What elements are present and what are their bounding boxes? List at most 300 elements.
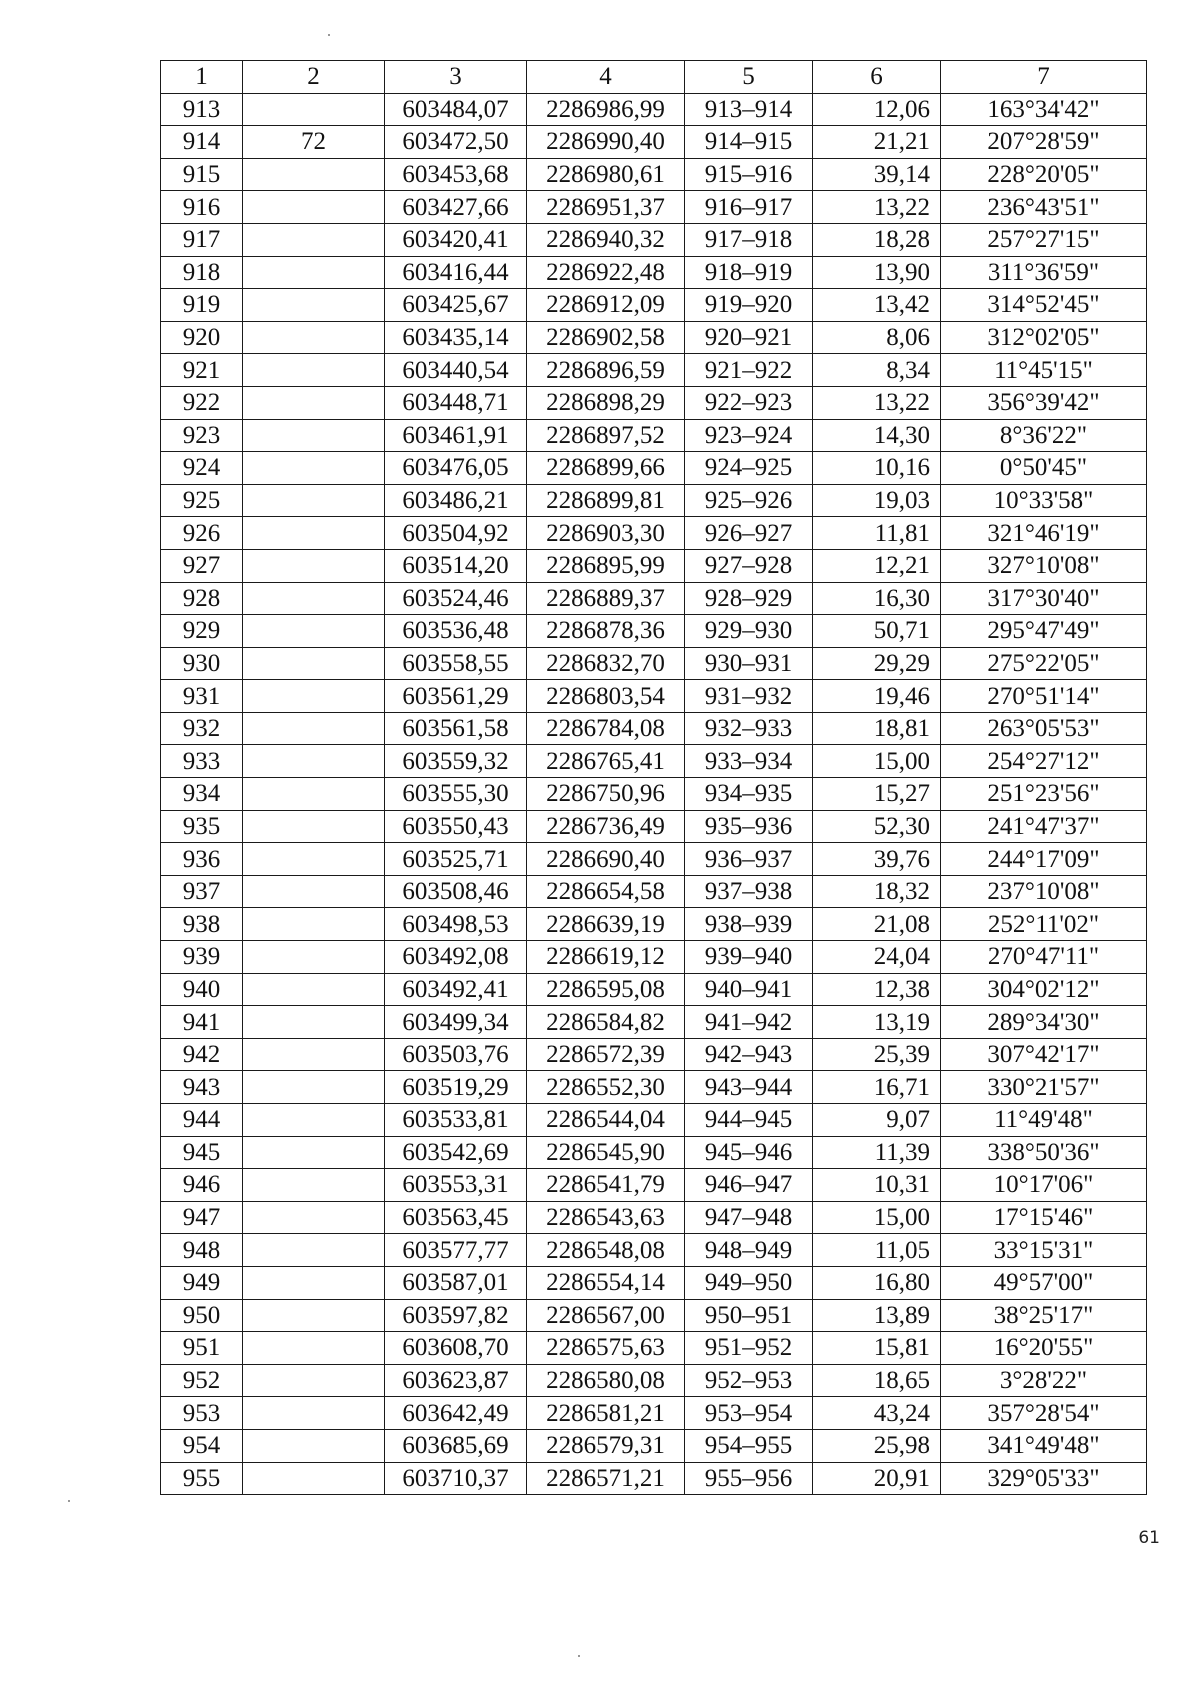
cell-segment: 913–914 [685, 93, 813, 126]
cell-parcel-number [243, 549, 385, 582]
cell-distance: 52,30 [813, 810, 941, 843]
cell-bearing: 356°39'42" [941, 386, 1147, 419]
column-header-5: 5 [685, 61, 813, 94]
cell-x-coordinate: 603642,49 [385, 1397, 527, 1430]
cell-bearing: 237°10'08" [941, 875, 1147, 908]
cell-point-number: 942 [161, 1038, 243, 1071]
cell-parcel-number [243, 191, 385, 224]
cell-x-coordinate: 603608,70 [385, 1332, 527, 1365]
cell-distance: 11,39 [813, 1136, 941, 1169]
cell-segment: 926–927 [685, 517, 813, 550]
cell-segment: 914–915 [685, 126, 813, 159]
table-row [161, 321, 1147, 354]
cell-x-coordinate: 603587,01 [385, 1266, 527, 1299]
cell-point-number: 915 [161, 158, 243, 191]
cell-bearing: 49°57'00" [941, 1266, 1147, 1299]
cell-y-coordinate: 2286541,79 [527, 1169, 685, 1202]
cell-x-coordinate: 603503,76 [385, 1038, 527, 1071]
cell-x-coordinate: 603514,20 [385, 549, 527, 582]
cell-distance: 8,34 [813, 354, 941, 387]
cell-segment: 918–919 [685, 256, 813, 289]
cell-y-coordinate: 2286543,63 [527, 1201, 685, 1234]
cell-bearing: 11°45'15" [941, 354, 1147, 387]
cell-point-number: 914 [161, 126, 243, 159]
cell-x-coordinate: 603559,32 [385, 745, 527, 778]
cell-bearing: 295°47'49" [941, 615, 1147, 648]
cell-point-number: 955 [161, 1462, 243, 1495]
cell-bearing: 228°20'05" [941, 158, 1147, 191]
cell-segment: 938–939 [685, 908, 813, 941]
cell-distance: 15,27 [813, 778, 941, 811]
cell-segment: 928–929 [685, 582, 813, 615]
cell-parcel-number: 72 [243, 126, 385, 159]
cell-parcel-number [243, 1234, 385, 1267]
cell-x-coordinate: 603486,21 [385, 484, 527, 517]
cell-point-number: 951 [161, 1332, 243, 1365]
cell-bearing: 11°49'48" [941, 1104, 1147, 1137]
cell-parcel-number [243, 354, 385, 387]
cell-point-number: 913 [161, 93, 243, 126]
cell-x-coordinate: 603533,81 [385, 1104, 527, 1137]
table-row [161, 354, 1147, 387]
cell-y-coordinate: 2286736,49 [527, 810, 685, 843]
cell-segment: 935–936 [685, 810, 813, 843]
cell-bearing: 33°15'31" [941, 1234, 1147, 1267]
cell-point-number: 949 [161, 1266, 243, 1299]
cell-y-coordinate: 2286639,19 [527, 908, 685, 941]
cell-y-coordinate: 2286654,58 [527, 875, 685, 908]
table-row [161, 941, 1147, 974]
cell-y-coordinate: 2286545,90 [527, 1136, 685, 1169]
cell-distance: 50,71 [813, 615, 941, 648]
cell-bearing: 257°27'15" [941, 223, 1147, 256]
cell-point-number: 922 [161, 386, 243, 419]
cell-segment: 932–933 [685, 712, 813, 745]
cell-x-coordinate: 603685,69 [385, 1429, 527, 1462]
cell-segment: 930–931 [685, 647, 813, 680]
cell-distance: 18,32 [813, 875, 941, 908]
table-row [161, 126, 1147, 159]
table-row [161, 1169, 1147, 1202]
cell-segment: 950–951 [685, 1299, 813, 1332]
cell-distance: 16,30 [813, 582, 941, 615]
cell-point-number: 932 [161, 712, 243, 745]
cell-segment: 951–952 [685, 1332, 813, 1365]
cell-distance: 13,22 [813, 191, 941, 224]
cell-x-coordinate: 603484,07 [385, 93, 527, 126]
column-header-7: 7 [941, 61, 1147, 94]
cell-segment: 915–916 [685, 158, 813, 191]
cell-x-coordinate: 603492,41 [385, 973, 527, 1006]
cell-point-number: 944 [161, 1104, 243, 1137]
cell-parcel-number [243, 680, 385, 713]
cell-bearing: 17°15'46" [941, 1201, 1147, 1234]
cell-bearing: 244°17'09" [941, 843, 1147, 876]
table-row [161, 1234, 1147, 1267]
cell-point-number: 946 [161, 1169, 243, 1202]
table-row [161, 680, 1147, 713]
cell-distance: 13,19 [813, 1006, 941, 1039]
table-row [161, 452, 1147, 485]
cell-segment: 939–940 [685, 941, 813, 974]
cell-segment: 919–920 [685, 289, 813, 322]
cell-segment: 924–925 [685, 452, 813, 485]
cell-segment: 920–921 [685, 321, 813, 354]
cell-parcel-number [243, 745, 385, 778]
cell-x-coordinate: 603536,48 [385, 615, 527, 648]
cell-distance: 25,39 [813, 1038, 941, 1071]
cell-distance: 39,14 [813, 158, 941, 191]
cell-y-coordinate: 2286580,08 [527, 1364, 685, 1397]
cell-distance: 12,38 [813, 973, 941, 1006]
cell-point-number: 940 [161, 973, 243, 1006]
cell-parcel-number [243, 941, 385, 974]
cell-x-coordinate: 603461,91 [385, 419, 527, 452]
cell-x-coordinate: 603453,68 [385, 158, 527, 191]
cell-point-number: 923 [161, 419, 243, 452]
cell-parcel-number [243, 582, 385, 615]
cell-distance: 24,04 [813, 941, 941, 974]
cell-x-coordinate: 603558,55 [385, 647, 527, 680]
cell-bearing: 10°33'58" [941, 484, 1147, 517]
column-header-2: 2 [243, 61, 385, 94]
cell-bearing: 254°27'12" [941, 745, 1147, 778]
cell-point-number: 933 [161, 745, 243, 778]
coordinates-table [160, 60, 1147, 1495]
cell-segment: 949–950 [685, 1266, 813, 1299]
cell-distance: 16,80 [813, 1266, 941, 1299]
cell-point-number: 918 [161, 256, 243, 289]
cell-parcel-number [243, 908, 385, 941]
table-row [161, 1462, 1147, 1495]
cell-x-coordinate: 603553,31 [385, 1169, 527, 1202]
cell-bearing: 270°47'11" [941, 941, 1147, 974]
cell-distance: 25,98 [813, 1429, 941, 1462]
cell-bearing: 327°10'08" [941, 549, 1147, 582]
cell-segment: 916–917 [685, 191, 813, 224]
cell-y-coordinate: 2286567,00 [527, 1299, 685, 1332]
cell-point-number: 916 [161, 191, 243, 224]
cell-y-coordinate: 2286579,31 [527, 1429, 685, 1462]
cell-segment: 946–947 [685, 1169, 813, 1202]
cell-distance: 10,16 [813, 452, 941, 485]
cell-bearing: 236°43'51" [941, 191, 1147, 224]
table-row [161, 778, 1147, 811]
cell-distance: 39,76 [813, 843, 941, 876]
cell-point-number: 928 [161, 582, 243, 615]
cell-distance: 15,00 [813, 1201, 941, 1234]
cell-point-number: 938 [161, 908, 243, 941]
cell-parcel-number [243, 289, 385, 322]
cell-y-coordinate: 2286896,59 [527, 354, 685, 387]
cell-y-coordinate: 2286895,99 [527, 549, 685, 582]
cell-y-coordinate: 2286899,81 [527, 484, 685, 517]
cell-parcel-number [243, 484, 385, 517]
table-row [161, 223, 1147, 256]
table-row [161, 1104, 1147, 1137]
cell-point-number: 929 [161, 615, 243, 648]
cell-y-coordinate: 2286889,37 [527, 582, 685, 615]
cell-segment: 944–945 [685, 1104, 813, 1137]
cell-bearing: 329°05'33" [941, 1462, 1147, 1495]
cell-point-number: 948 [161, 1234, 243, 1267]
cell-y-coordinate: 2286690,40 [527, 843, 685, 876]
cell-distance: 43,24 [813, 1397, 941, 1430]
cell-point-number: 937 [161, 875, 243, 908]
cell-segment: 941–942 [685, 1006, 813, 1039]
cell-distance: 20,91 [813, 1462, 941, 1495]
cell-segment: 929–930 [685, 615, 813, 648]
cell-parcel-number [243, 973, 385, 1006]
cell-bearing: 163°34'42" [941, 93, 1147, 126]
cell-point-number: 924 [161, 452, 243, 485]
cell-bearing: 8°36'22" [941, 419, 1147, 452]
cell-parcel-number [243, 386, 385, 419]
cell-x-coordinate: 603420,41 [385, 223, 527, 256]
cell-point-number: 927 [161, 549, 243, 582]
cell-y-coordinate: 2286878,36 [527, 615, 685, 648]
cell-bearing: 38°25'17" [941, 1299, 1147, 1332]
cell-bearing: 16°20'55" [941, 1332, 1147, 1365]
cell-distance: 29,29 [813, 647, 941, 680]
scan-speck [328, 34, 330, 36]
table-row [161, 745, 1147, 778]
column-header-4: 4 [527, 61, 685, 94]
cell-bearing: 275°22'05" [941, 647, 1147, 680]
cell-point-number: 934 [161, 778, 243, 811]
cell-distance: 8,06 [813, 321, 941, 354]
cell-point-number: 917 [161, 223, 243, 256]
cell-y-coordinate: 2286990,40 [527, 126, 685, 159]
cell-distance: 12,21 [813, 549, 941, 582]
cell-y-coordinate: 2286899,66 [527, 452, 685, 485]
cell-point-number: 930 [161, 647, 243, 680]
table-row [161, 647, 1147, 680]
cell-parcel-number [243, 615, 385, 648]
table-row [161, 582, 1147, 615]
cell-x-coordinate: 603435,14 [385, 321, 527, 354]
cell-bearing: 270°51'14" [941, 680, 1147, 713]
cell-distance: 13,90 [813, 256, 941, 289]
cell-point-number: 919 [161, 289, 243, 322]
cell-parcel-number [243, 1006, 385, 1039]
cell-parcel-number [243, 452, 385, 485]
table-row [161, 1397, 1147, 1430]
cell-bearing: 321°46'19" [941, 517, 1147, 550]
cell-y-coordinate: 2286940,32 [527, 223, 685, 256]
cell-x-coordinate: 603555,30 [385, 778, 527, 811]
column-header-1: 1 [161, 61, 243, 94]
cell-distance: 18,28 [813, 223, 941, 256]
cell-segment: 953–954 [685, 1397, 813, 1430]
cell-segment: 923–924 [685, 419, 813, 452]
cell-parcel-number [243, 1104, 385, 1137]
cell-y-coordinate: 2286575,63 [527, 1332, 685, 1365]
cell-bearing: 251°23'56" [941, 778, 1147, 811]
cell-y-coordinate: 2286986,99 [527, 93, 685, 126]
cell-segment: 936–937 [685, 843, 813, 876]
cell-parcel-number [243, 1332, 385, 1365]
cell-x-coordinate: 603416,44 [385, 256, 527, 289]
cell-parcel-number [243, 1462, 385, 1495]
cell-distance: 21,21 [813, 126, 941, 159]
cell-y-coordinate: 2286951,37 [527, 191, 685, 224]
column-header-3: 3 [385, 61, 527, 94]
cell-x-coordinate: 603561,58 [385, 712, 527, 745]
cell-parcel-number [243, 843, 385, 876]
table-row [161, 1136, 1147, 1169]
cell-distance: 15,81 [813, 1332, 941, 1365]
cell-x-coordinate: 603492,08 [385, 941, 527, 974]
cell-bearing: 3°28'22" [941, 1364, 1147, 1397]
cell-y-coordinate: 2286595,08 [527, 973, 685, 1006]
cell-bearing: 357°28'54" [941, 1397, 1147, 1430]
cell-segment: 925–926 [685, 484, 813, 517]
cell-y-coordinate: 2286897,52 [527, 419, 685, 452]
cell-distance: 19,46 [813, 680, 941, 713]
table-row [161, 843, 1147, 876]
cell-x-coordinate: 603550,43 [385, 810, 527, 843]
cell-x-coordinate: 603563,45 [385, 1201, 527, 1234]
cell-bearing: 307°42'17" [941, 1038, 1147, 1071]
table-row [161, 810, 1147, 843]
cell-parcel-number [243, 223, 385, 256]
cell-distance: 16,71 [813, 1071, 941, 1104]
cell-segment: 947–948 [685, 1201, 813, 1234]
table-row [161, 908, 1147, 941]
table-row [161, 875, 1147, 908]
cell-distance: 18,65 [813, 1364, 941, 1397]
cell-x-coordinate: 603427,66 [385, 191, 527, 224]
cell-bearing: 338°50'36" [941, 1136, 1147, 1169]
cell-parcel-number [243, 778, 385, 811]
cell-y-coordinate: 2286980,61 [527, 158, 685, 191]
cell-y-coordinate: 2286571,21 [527, 1462, 685, 1495]
cell-parcel-number [243, 158, 385, 191]
cell-segment: 934–935 [685, 778, 813, 811]
cell-bearing: 289°34'30" [941, 1006, 1147, 1039]
table-row [161, 484, 1147, 517]
cell-y-coordinate: 2286803,54 [527, 680, 685, 713]
cell-parcel-number [243, 875, 385, 908]
table-row [161, 1038, 1147, 1071]
cell-point-number: 920 [161, 321, 243, 354]
page-number: 61 [1138, 1528, 1160, 1548]
cell-segment: 948–949 [685, 1234, 813, 1267]
cell-bearing: 263°05'53" [941, 712, 1147, 745]
cell-distance: 11,05 [813, 1234, 941, 1267]
cell-x-coordinate: 603440,54 [385, 354, 527, 387]
cell-x-coordinate: 603476,05 [385, 452, 527, 485]
cell-parcel-number [243, 1266, 385, 1299]
cell-distance: 21,08 [813, 908, 941, 941]
table-row [161, 289, 1147, 322]
cell-x-coordinate: 603525,71 [385, 843, 527, 876]
scan-speck [578, 1655, 580, 1657]
cell-point-number: 954 [161, 1429, 243, 1462]
cell-y-coordinate: 2286554,14 [527, 1266, 685, 1299]
cell-bearing: 311°36'59" [941, 256, 1147, 289]
cell-segment: 955–956 [685, 1462, 813, 1495]
cell-bearing: 252°11'02" [941, 908, 1147, 941]
cell-distance: 10,31 [813, 1169, 941, 1202]
cell-parcel-number [243, 419, 385, 452]
cell-point-number: 950 [161, 1299, 243, 1332]
cell-segment: 940–941 [685, 973, 813, 1006]
cell-parcel-number [243, 321, 385, 354]
table-row [161, 256, 1147, 289]
cell-parcel-number [243, 1201, 385, 1234]
cell-y-coordinate: 2286572,39 [527, 1038, 685, 1071]
cell-point-number: 943 [161, 1071, 243, 1104]
cell-point-number: 945 [161, 1136, 243, 1169]
cell-y-coordinate: 2286584,82 [527, 1006, 685, 1039]
table-row [161, 1201, 1147, 1234]
cell-distance: 9,07 [813, 1104, 941, 1137]
cell-x-coordinate: 603597,82 [385, 1299, 527, 1332]
cell-x-coordinate: 603472,50 [385, 126, 527, 159]
cell-distance: 19,03 [813, 484, 941, 517]
cell-y-coordinate: 2286619,12 [527, 941, 685, 974]
table-body [161, 93, 1147, 1495]
cell-bearing: 10°17'06" [941, 1169, 1147, 1202]
cell-bearing: 341°49'48" [941, 1429, 1147, 1462]
cell-x-coordinate: 603519,29 [385, 1071, 527, 1104]
cell-parcel-number [243, 517, 385, 550]
cell-point-number: 939 [161, 941, 243, 974]
cell-x-coordinate: 603508,46 [385, 875, 527, 908]
cell-distance: 18,81 [813, 712, 941, 745]
table-row [161, 93, 1147, 126]
cell-x-coordinate: 603710,37 [385, 1462, 527, 1495]
cell-bearing: 312°02'05" [941, 321, 1147, 354]
table-row [161, 615, 1147, 648]
cell-segment: 942–943 [685, 1038, 813, 1071]
cell-parcel-number [243, 256, 385, 289]
cell-point-number: 925 [161, 484, 243, 517]
table-row [161, 1332, 1147, 1365]
cell-segment: 952–953 [685, 1364, 813, 1397]
cell-distance: 14,30 [813, 419, 941, 452]
cell-y-coordinate: 2286912,09 [527, 289, 685, 322]
cell-y-coordinate: 2286552,30 [527, 1071, 685, 1104]
cell-bearing: 0°50'45" [941, 452, 1147, 485]
table-row [161, 1364, 1147, 1397]
cell-segment: 943–944 [685, 1071, 813, 1104]
cell-y-coordinate: 2286750,96 [527, 778, 685, 811]
cell-y-coordinate: 2286548,08 [527, 1234, 685, 1267]
table-row [161, 419, 1147, 452]
cell-bearing: 317°30'40" [941, 582, 1147, 615]
cell-parcel-number [243, 647, 385, 680]
table-row [161, 549, 1147, 582]
cell-distance: 13,22 [813, 386, 941, 419]
cell-y-coordinate: 2286903,30 [527, 517, 685, 550]
cell-distance: 15,00 [813, 745, 941, 778]
table-row [161, 973, 1147, 1006]
cell-x-coordinate: 603498,53 [385, 908, 527, 941]
cell-parcel-number [243, 1364, 385, 1397]
cell-parcel-number [243, 1429, 385, 1462]
cell-y-coordinate: 2286544,04 [527, 1104, 685, 1137]
cell-bearing: 241°47'37" [941, 810, 1147, 843]
cell-segment: 927–928 [685, 549, 813, 582]
table-row [161, 386, 1147, 419]
cell-parcel-number [243, 93, 385, 126]
table-row [161, 1429, 1147, 1462]
cell-x-coordinate: 603504,92 [385, 517, 527, 550]
cell-segment: 922–923 [685, 386, 813, 419]
